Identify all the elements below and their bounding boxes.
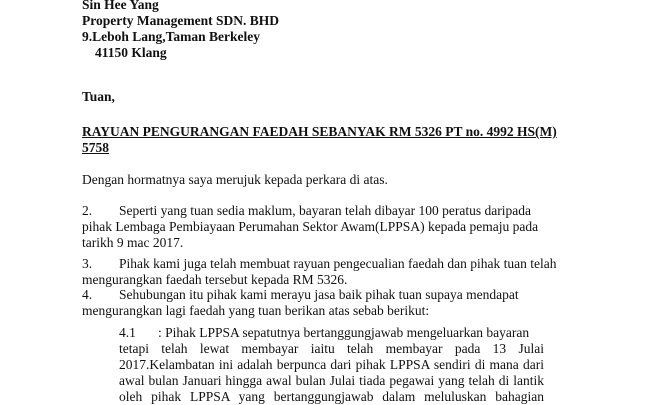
para2-line1: Seperti yang tuan sedia maklum, bayaran telah dibayar 100 peratus daripada (119, 203, 531, 218)
sender-company: Property Management SDN. BHD (82, 13, 279, 28)
para4-number: 4. (82, 287, 93, 302)
para41-line5: oleh pihak LPPSA yang bertanggungjawab dalam meluluskan bahagian (119, 389, 544, 404)
para3-number: 3. (82, 256, 93, 271)
para41-number: 4.1 (119, 325, 136, 340)
para3-line1: Pihak kami juga telah membuat rayuan pengecualian faedah dan pihak tuan telah (119, 256, 557, 271)
para4-line1: Sehubungan itu pihak kami merayu jasa baik pihak tuan supaya mendapat (119, 287, 519, 302)
salutation: Tuan, (82, 89, 115, 104)
para41-line2: tetapi telah lewat membayar iaitu telah membayar pada 13 Julai (119, 341, 544, 356)
sender-address-line2: 41150 Klang (95, 45, 167, 60)
para41-line4: awal bulan Januari hingga awal bulan Julai tiada pegawai yang telah di lantik (119, 373, 544, 388)
para41-line3: 2017.Kelambatan ini adalah berpunca dari pihak LPPSA sendiri di mana dari (119, 357, 544, 372)
para41-line1: : Pihak LPPSA sepatutnya bertanggungjawab mengeluarkan bayaran (158, 325, 530, 340)
para2-line3: tarikh 9 mac 2017. (82, 235, 184, 250)
para4-line2: mengurangkan lagi faedah yang tuan berikan atas sebab berikut: (82, 303, 430, 318)
sender-name: Sin Hee Yang (82, 0, 159, 12)
opening-paragraph: Dengan hormatnya saya merujuk kepada perkara di atas. (82, 172, 388, 187)
para3-line2: mengurangkan faedah tersebut kepada RM 5326. (82, 272, 348, 287)
sender-address-line1: 9.Leboh Lang,Taman Berkeley (82, 29, 261, 44)
subject-line2: 5758 (82, 140, 109, 155)
subject-line1: RAYUAN PENGURANGAN FAEDAH SEBANYAK RM 5326 PT no. 4992 HS(M) (82, 124, 557, 139)
para2-number: 2. (82, 203, 93, 218)
para2-line2: pihak Lembaga Pembiayaan Perumahan Sektor Awam(LPPSA) kepada pemaju pada (82, 219, 539, 234)
